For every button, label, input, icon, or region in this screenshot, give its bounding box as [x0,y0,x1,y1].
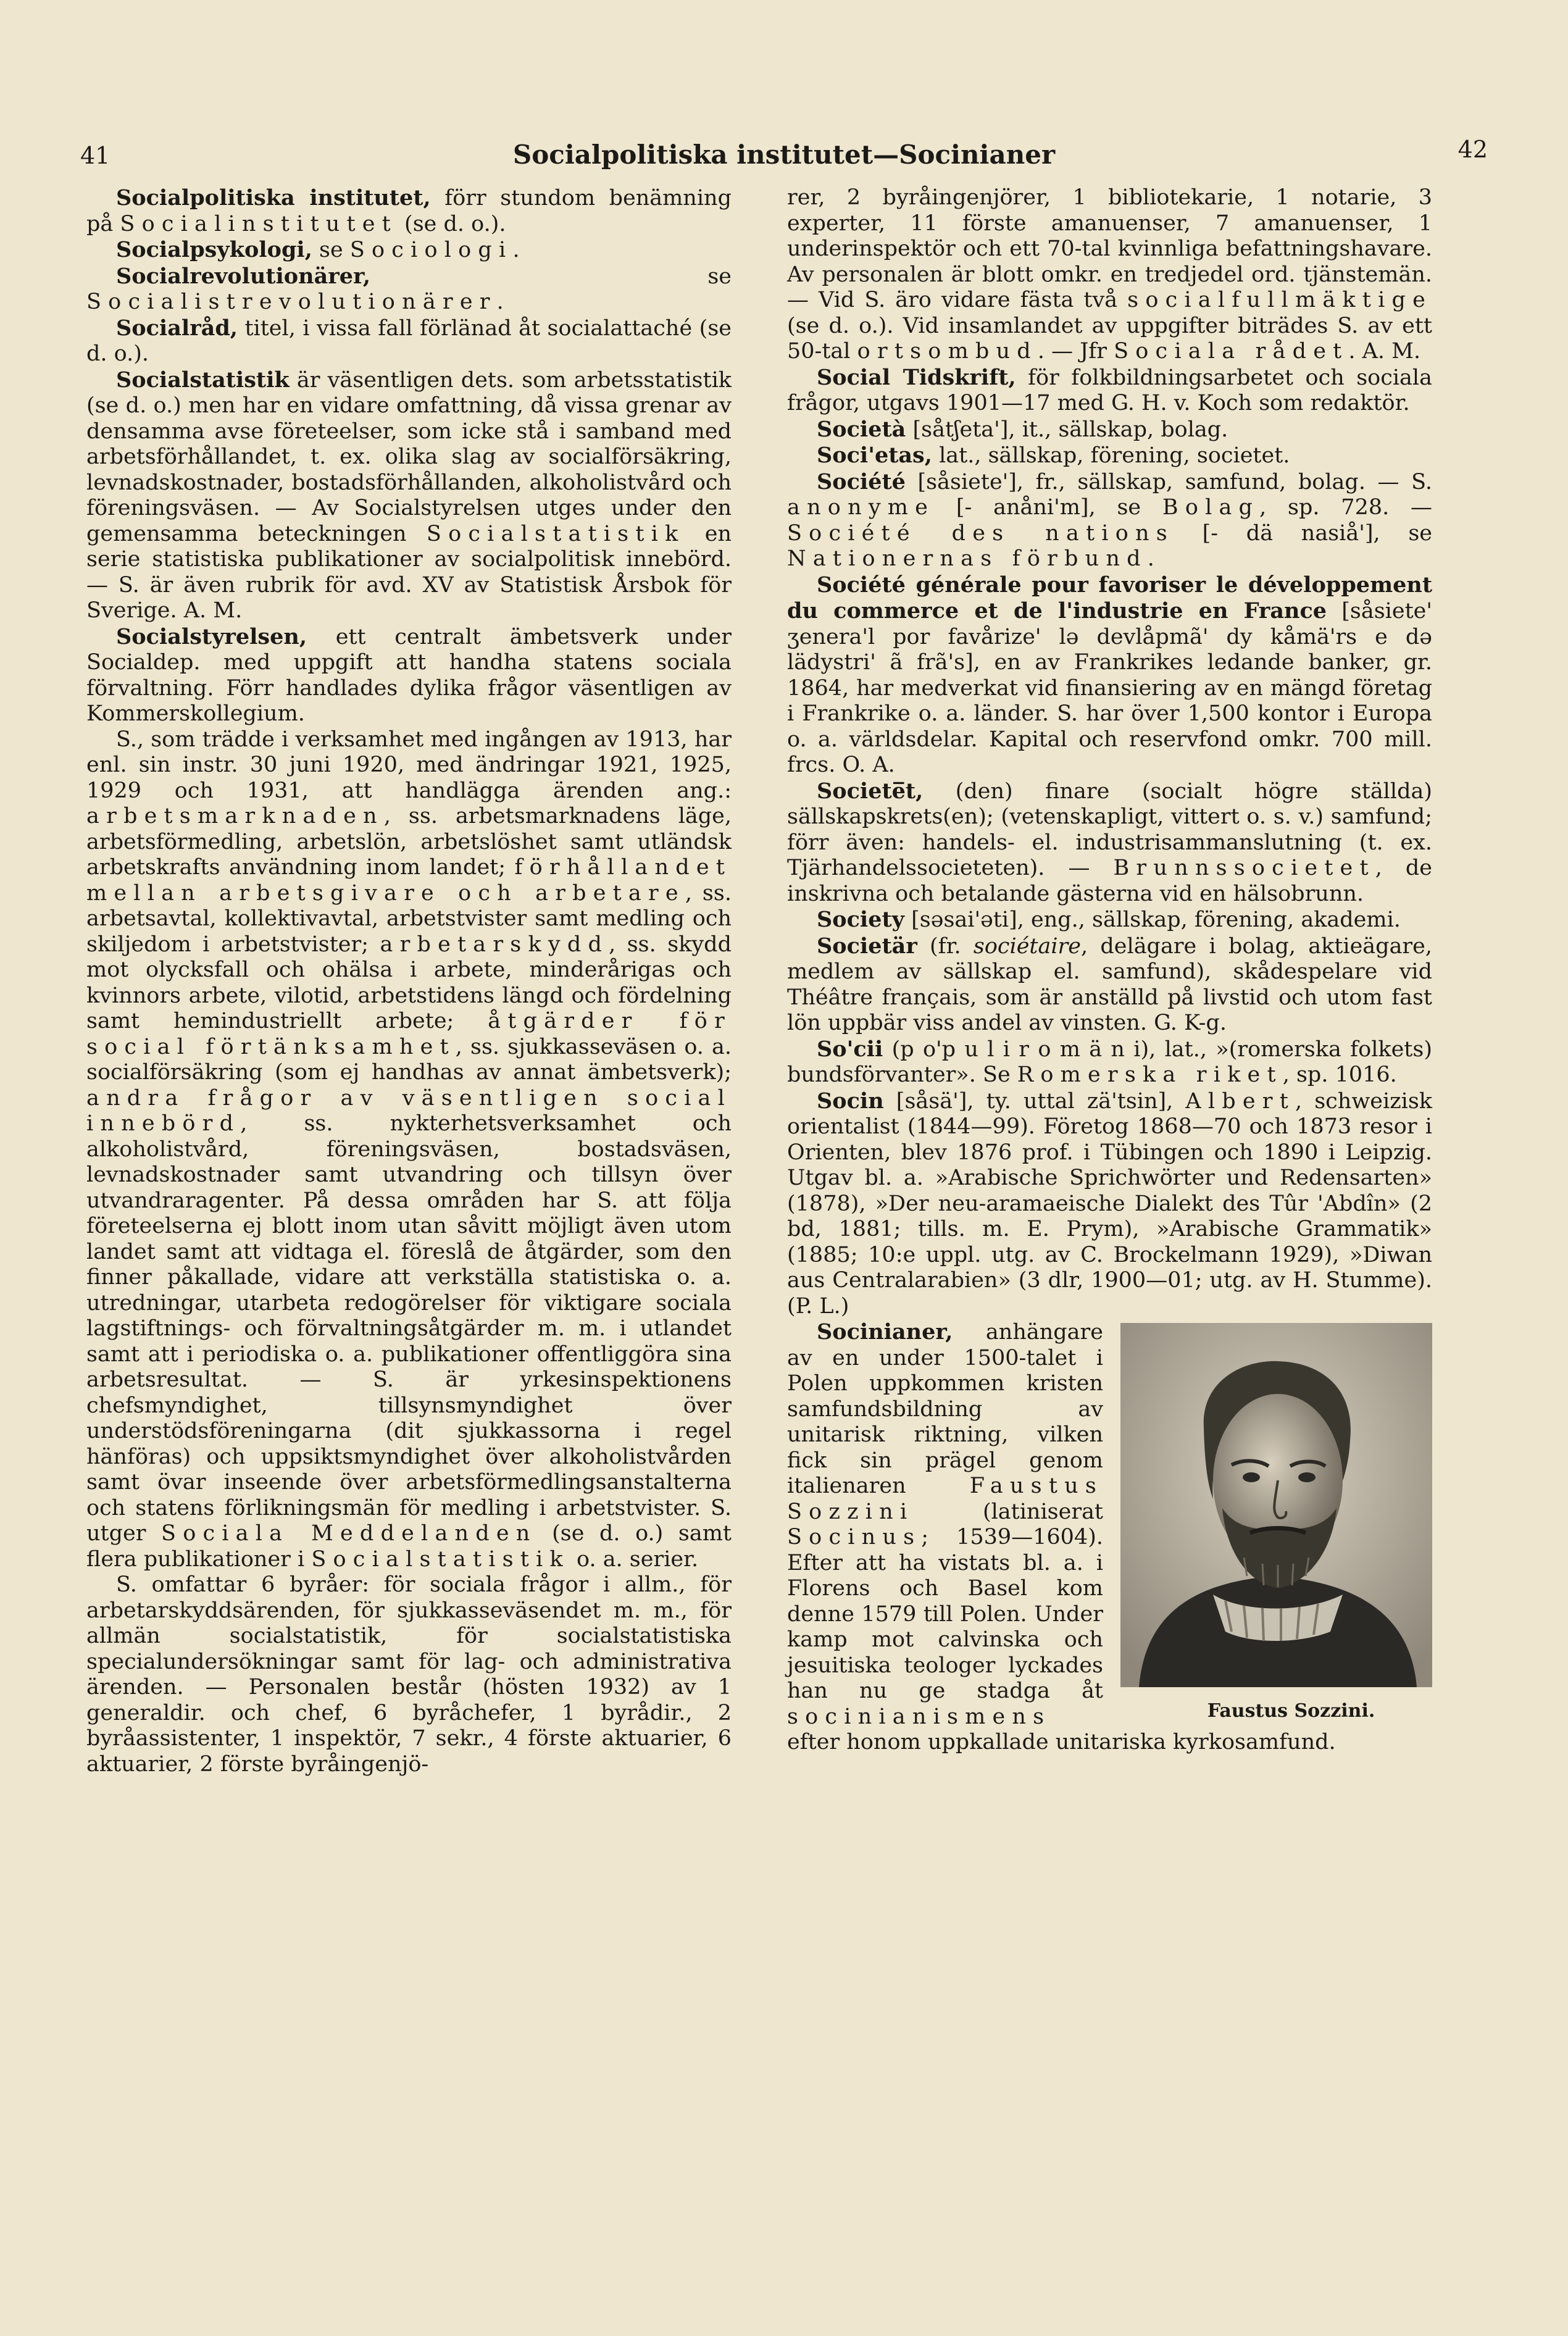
entry-text: (den) finare (socialt högre ställda) sällskapskrets(en); (vetenskapligt, vittert o. s. v.) samfund; förr även: handels- el. industrisammanslutning (t. ex. Tjärhandelssocieteten). — [787,778,1432,880]
cross-reference: Romerska riket [1017,1062,1283,1087]
entry-text: (fr. [917,933,974,959]
entry-text: (se d. o.). Vid insamlandet av uppgifter biträdes S. av ett 50-tal [787,313,1432,364]
entry-text: (latiniserat [914,1499,1103,1524]
entry-socinianer [787,1319,1432,1756]
entry-text: titel, i vissa fall förlänad åt socialattaché (se d. o.). [86,315,732,366]
entry-text: S., som trädde i verksamhet med ingången av 1913, har enl. sin instr. 30 juni 1920, med ändringar 1921, 1925, 1929 och 1931, att handlägga ärenden ang.: [86,727,732,803]
entry-text: [såsiete'], fr., sällskap, samfund, bolag. — S. [905,469,1432,494]
headword: Social Tidskrift, [817,364,1016,390]
cross-reference: Socialstatistik [426,521,685,546]
entry-text: ett centralt ämbetsverk under Socialdep. med uppgift att handha statens sociala förvaltning. Förr handlades dylika frågor väsentligen av Kommerskollegium. [86,624,732,726]
headword: Socialpsykologi, [116,237,312,262]
cross-reference: Bolag [1162,495,1260,520]
spaced-term: Société des nations [787,520,1174,546]
entry-socialstatistik [86,367,732,624]
entry-text: , schweizisk orientalist (1844—99). Företog 1868—70 och 1873 resor i Orienten, blev 1876 prof. i Tübingen och 1890 i Leipzig. Utgav bl. a. »Arabische Sprichwörter und Redensarten» (1878), »Der neu-aramaeische Dialekt des Tûr 'Abdîn» (2 bd, 1881; tills. m. E. Prym), »Arabische Grammatik» (1885; 10:e uppl. utg. av C. Brockelmann 1929), »Diwan aus Centralarabien» (3 dlr, 1900—01; utg. av H. Stumme). (P. L.) [787,1088,1432,1319]
headword: Socialstyrelsen, [116,624,307,649]
entry-societar [787,933,1432,1037]
spaced-term: Brunnssocietet [1113,856,1375,880]
headword: Society [817,907,904,932]
spaced-term: arbetarskydd [380,932,609,957]
entry-societe [787,469,1432,572]
entry-social-tidskrift [787,365,1432,417]
entry-text: . [496,290,504,314]
entry-socin [787,1088,1432,1320]
spaced-term: andra frågor av väsentligen social innebörd [86,1085,732,1136]
page-header [0,0,1568,173]
spaced-term: Sociala Meddelanden [161,1521,537,1546]
entry-text: , ss. nykterhetsverksamhet och alkoholistvård, föreningsväsen, bostadsväsen, levnadskostnader samt utvandring och tillsyn över utvandraragenter. På dessa områden har S. att följa företeelserna ej blott inom utan såvitt möjligt även utom landet samt att vidtaga el. föreslå de åtgärder, som den finner påkallade, vidare att verkställa statistiska o. a. utredningar, utarbeta redogörelser för viktigare sociala lagstiftnings- och förvaltningsåtgärder m. m. i utlandet samt att i periodiska o. a. publikationer offentliggöra sina arbetsresultat. — S. är yrkesinspektionens chefsmyndighet, tillsynsmyndighet över understödsföreningarna (dit sjukkassorna i regel hänföras) och uppsiktsmyndighet över alkoholistvården samt övar inseende över arbetsförmedlingsanstalterna och statens förlikningsmän för medling i arbetstvister. S. utger [86,1111,732,1546]
entry-text: o. a. serier. [569,1546,699,1572]
spaced-term: Albert [1185,1088,1295,1114]
cross-reference: Sociologi [349,238,513,262]
headword: Societär [817,933,917,959]
headword: Socinianer, [817,1319,953,1345]
entry-text: efter honom uppkallade unitariska kyrkosamfund. [787,1730,1336,1754]
entry-socialstyrelsen-continued [787,185,1432,365]
cross-reference: Nationernas förbund [787,546,1148,571]
spaced-term: Socialstatistik [311,1546,570,1572]
entry-socialpolitiska-institutet [86,185,732,237]
headword: Socialstatistik [116,367,290,393]
portrait-figure [1120,1323,1432,1724]
entry-text: [såtʃeta'], it., sällskap, bolag. [906,417,1228,442]
entry-text: ; 1539—1604). Efter att ha vistats bl. a. i Florens och Basel kom denne 1579 till Polen. Under kamp mot calvinska och jesuitiska teologer lyckades han nu ge stadga åt [787,1525,1103,1703]
spaced-term: åtgärder för social förtänksamhet [86,1009,732,1059]
entry-text: , delägare i bolag, aktieägare, medlem av sällskap el. samfund), skådespelare vid Théâtre français, som är anställd på livstid och utom fast lön uppbär viss andel av vinsten. G. K-g. [787,933,1433,1035]
entry-text: . A. M. [1348,339,1421,364]
right-page-number: 42 [1457,136,1488,163]
entry-text: , de inskrivna och betalande gästerna vid en hälsobrunn. [787,856,1433,906]
entry-text: se [312,238,350,262]
portrait-image [1120,1323,1432,1687]
running-title: Socialpolitiska institutet—Socinianer [512,140,1056,170]
entry-text: en serie statistiska publikationer av socialpolitisk innebörd. — S. är även rubrik för avd. XV av Statistisk Årsbok för Sverige. A. M. [86,521,732,623]
italic-term: sociétaire [973,933,1082,959]
entry-societa [787,417,1432,443]
entry-socii [787,1037,1432,1088]
cross-reference: Socialinstitutet [120,211,398,236]
headword: Soci'etas, [817,443,932,468]
entry-socialpsykologi [86,237,732,264]
headword: Socialpolitiska institutet, [116,185,431,211]
headword: Société générale pour favoriser le développement du commerce et de l'industrie en France [787,572,1432,624]
entry-socialrevolutionarer [86,264,732,315]
entry-text: rer, 2 byråingenjörer, 1 bibliotekarie, 1 notarie, 3 experter, 11 förste amanuenser, 7 amanuenser, 1 underinspektör och ett 70-tal kvinnliga befattningshavare. Av personalen är blott omkr. en tredjedel ord. tjänstemän. — Vid S. äro vidare fästa två [787,185,1432,312]
spaced-term: ortsombud [857,339,1038,364]
entry-socialstyrelsen-organization: S. omfattar 6 byråer: för sociala frågor i allm., för arbetarskyddsärenden, för sjukkasseväsendet m. m., för allmän socialstatistik, för socialstatistiska specialundersökningar samt för lag- och administrativa ärenden. — Personalen består (hösten 1932) av 1 generaldir. och chef, 6 byråchefer, 1 byrådir., 2 byråassistenter, 1 inspektör, 7 sekr., 4 förste aktuarier, 6 aktuarier, 2 förste byråingenjö- [86,1572,732,1777]
entry-text: . [1147,546,1154,571]
spaced-term: Faustus Sozzini [787,1474,1103,1524]
right-column [787,185,1432,1756]
cross-reference: Sociala rådet [1114,339,1349,364]
entry-text: anhängare av en under 1500-talet i Polen uppkommen kristen samfundsbildning av unitarisk riktning, vilken fick sin prägel genom italienaren [787,1320,1103,1498]
entry-text: se [370,264,732,289]
entry-text: [- anåni'm], se [935,495,1162,520]
entry-text: , ss. arbetsavtal, kollektivavtal, arbetstvister samt medling och skiljedom i arbetstvister; [86,880,732,957]
spaced-term: Socinus [787,1525,922,1550]
entry-society [787,907,1432,933]
entry-text: , sp. 728. — [1259,495,1432,520]
entry-text: för folkbildningsarbetet och sociala frågor, utgavs 1901—17 med G. H. v. Koch som redaktör. [787,365,1432,415]
headword: Socialråd, [116,315,238,341]
entry-text: [- dä nasiå'], se [1174,520,1432,546]
entry-text: [såsä'], ty. uttal zä'tsin], [883,1088,1186,1114]
entry-socialstyrelsen-duties [86,727,732,1573]
entry-text: (p o'p u l i r o m ä n i), lat., »(romerska folkets) bundsförvanter». Se [787,1037,1432,1087]
headword: Societe̅t, [817,778,924,804]
entry-societet [787,778,1432,907]
spaced-term: anonyme [787,495,935,520]
spaced-term: socialfullmäktige [1127,288,1432,312]
spaced-term: socinianismens [787,1704,1051,1729]
entry-text: (se d. o.). [397,211,506,236]
entry-text: (se d. o.) samt flera publikationer i [86,1521,732,1572]
headword: Société [817,469,906,494]
spaced-term: förhållandet mellan arbetsgivare och arbetare [86,855,732,906]
entry-societas [787,443,1432,469]
entry-socialstyrelsen [86,624,732,727]
headword: Socin [817,1088,884,1114]
portrait-caption: Faustus Sozzini. [1207,1700,1375,1722]
entry-text: , ss. sjukkasseväsen o. a. socialförsäkring (som ej handhas av annat ämbetsverk); [86,1034,732,1085]
headword: Socialrevolutionärer, [116,263,371,289]
entry-text: [såsiete' ʒenera'l por favårize' lə devlåpmã' dy kåmä'rs e də lädystri' ã frã's], en av Frankrikes ledande banker, gr. 1864, har medverkat vid finansiering av en mängd företag i Frankrike o. a. länder. S. har över 1,500 kontor i Europa o. a. världsdelar. Kapital och reservfond omkr. 700 mill. frcs. O. A. [787,599,1432,777]
entry-text: , sp. 1016. [1282,1062,1397,1087]
entry-socialrad [86,315,732,367]
entry-text: [səsai'əti], eng., sällskap, förening, akademi. [904,907,1401,932]
entry-text: . — Jfr [1037,339,1114,364]
entry-text: lat., sällskap, förening, societet. [932,443,1290,468]
entry-text: förr stundom benämning på [86,186,732,236]
spaced-term: arbetsmarknaden [86,804,384,828]
headword: Società [817,416,906,442]
headword: So'cii [817,1036,883,1062]
left-page-number: 41 [80,142,111,169]
entry-text: är väsentligen dets. som arbetsstatistik (se d. o.) men har en vidare omfattning, då vissa grenar av densamma avse företeelser, som icke stå i samband med arbetsförhållandet, t. ex. olika slag av socialförsäkring, levnadskostnader, bostadsförhållanden, alkoholistvård och föreningsväsen. — Av Socialstyrelsen utges under den gemensamma beteckningen [86,367,732,546]
entry-text: . [512,238,520,262]
entry-societe-generale [787,572,1432,778]
entry-text: , ss. skydd mot olycksfall och ohälsa i arbete, minderårigas och kvinnors arbete, vilotid, arbetstidens längd och fördelning samt hemindustriellt arbete; [86,932,732,1033]
left-column [86,185,732,1777]
entry-text: , ss. arbetsmarknadens läge, arbetsförmedling, arbetslön, arbetslöshet samt utländsk arbetskrafts användning inom landet; [86,804,732,880]
cross-reference: Socialistrevolutionärer [86,290,497,314]
